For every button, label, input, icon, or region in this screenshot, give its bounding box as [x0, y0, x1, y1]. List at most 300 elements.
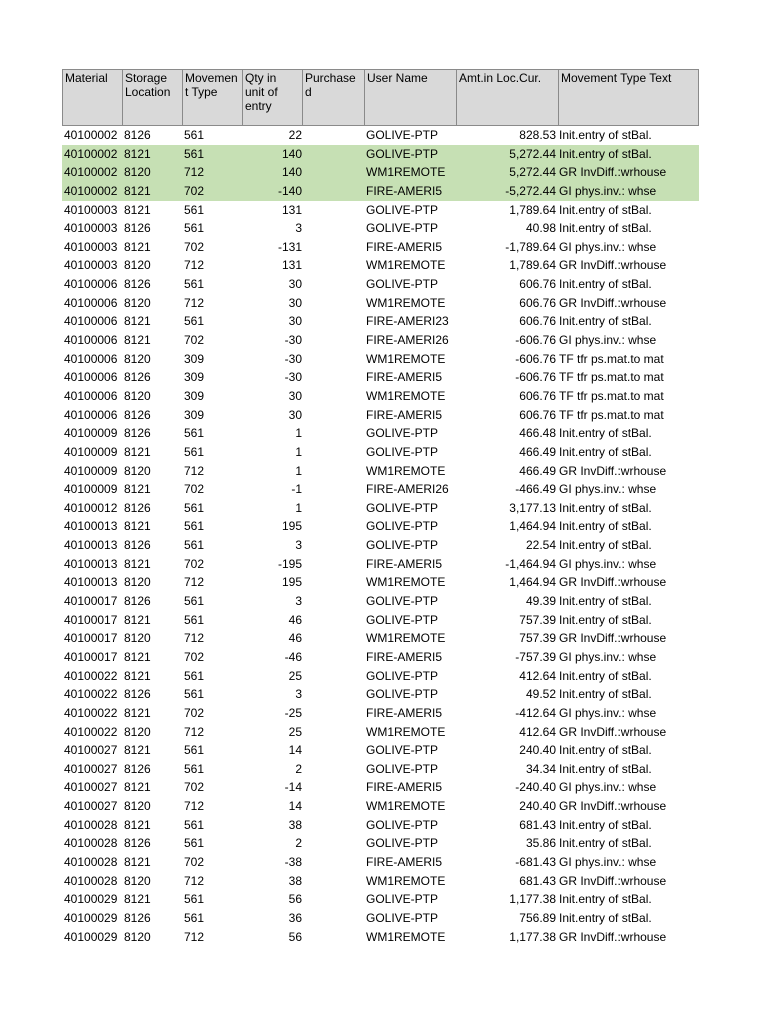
cell-storage-location[interactable]: 8121	[124, 612, 151, 627]
cell-qty[interactable]: 3	[295, 594, 302, 609]
cell-storage-location[interactable]: 8126	[124, 128, 151, 142]
cell-qty[interactable]: 30	[288, 277, 302, 292]
cell-movement-type-text[interactable]: Init.entry of stBal.	[559, 221, 652, 236]
cell-storage-location[interactable]: 8121	[124, 780, 151, 795]
cell-material[interactable]: 40100006	[64, 295, 118, 310]
table-row[interactable]	[62, 872, 699, 891]
cell-qty[interactable]: 131	[281, 258, 302, 273]
cell-amount[interactable]: 606.76	[519, 277, 556, 292]
cell-movement-type-text[interactable]: Init.entry of stBal.	[559, 612, 652, 627]
cell-movement-type[interactable]: 712	[184, 631, 205, 646]
cell-movement-type[interactable]: 309	[184, 407, 205, 422]
cell-material[interactable]: 40100003	[64, 239, 118, 254]
cell-qty[interactable]: 14	[288, 743, 302, 758]
cell-movement-type-text[interactable]: GI phys.inv.: whse	[559, 556, 657, 571]
cell-user-name[interactable]: WM1REMOTE	[366, 575, 446, 590]
cell-qty[interactable]: -1	[291, 482, 302, 497]
cell-qty[interactable]: 2	[295, 836, 302, 851]
cell-material[interactable]: 40100022	[64, 705, 118, 720]
cell-user-name[interactable]: FIRE-AMERI5	[366, 370, 443, 385]
cell-material[interactable]: 40100027	[64, 743, 118, 758]
cell-amount[interactable]: 40.98	[525, 221, 556, 236]
cell-amount[interactable]: -757.39	[515, 649, 556, 664]
header-movement-type-text[interactable]: Movement Type Text	[561, 71, 672, 85]
cell-material[interactable]: 40100013	[64, 519, 118, 534]
table-row[interactable]	[62, 760, 699, 779]
cell-material[interactable]: 40100006	[64, 407, 118, 422]
cell-material[interactable]: 40100022	[64, 687, 118, 702]
cell-movement-type-text[interactable]: GI phys.inv.: whse	[559, 183, 657, 198]
cell-storage-location[interactable]: 8126	[124, 761, 151, 776]
cell-amount[interactable]: 606.76	[519, 295, 556, 310]
cell-amount[interactable]: 1,177.38	[509, 929, 556, 944]
cell-storage-location[interactable]: 8121	[124, 519, 151, 534]
cell-movement-type[interactable]: 712	[184, 165, 205, 180]
table-row[interactable]	[62, 834, 699, 853]
cell-storage-location[interactable]: 8121	[124, 743, 151, 758]
cell-material[interactable]: 40100017	[64, 631, 118, 646]
cell-amount[interactable]: -606.76	[515, 370, 556, 385]
cell-movement-type-text[interactable]: GI phys.inv.: whse	[559, 705, 657, 720]
cell-storage-location[interactable]: 8121	[124, 705, 151, 720]
cell-qty[interactable]: 3	[295, 538, 302, 553]
cell-amount[interactable]: 34.34	[525, 761, 556, 776]
cell-amount[interactable]: 1,177.38	[509, 892, 556, 907]
cell-movement-type-text[interactable]: Init.entry of stBal.	[559, 426, 652, 441]
cell-material[interactable]: 40100013	[64, 556, 118, 571]
cell-movement-type[interactable]: 309	[184, 351, 205, 366]
cell-material[interactable]: 40100006	[64, 277, 118, 292]
cell-movement-type[interactable]: 309	[184, 370, 205, 385]
cell-movement-type-text[interactable]: Init.entry of stBal.	[559, 128, 652, 142]
cell-movement-type-text[interactable]: GI phys.inv.: whse	[559, 482, 657, 497]
cell-movement-type[interactable]: 561	[184, 128, 205, 142]
table-row[interactable]	[62, 536, 699, 555]
cell-qty[interactable]: -14	[284, 780, 302, 795]
cell-amount[interactable]: 22.54	[525, 538, 556, 553]
table-row[interactable]	[62, 816, 699, 835]
table-row[interactable]	[62, 573, 699, 592]
table-row[interactable]	[62, 387, 699, 406]
cell-movement-type-text[interactable]: Init.entry of stBal.	[559, 594, 652, 609]
cell-user-name[interactable]: FIRE-AMERI26	[366, 333, 449, 348]
cell-movement-type[interactable]: 712	[184, 929, 205, 944]
cell-qty[interactable]: 140	[281, 146, 302, 161]
cell-movement-type-text[interactable]: Init.entry of stBal.	[559, 892, 652, 907]
cell-movement-type-text[interactable]: GI phys.inv.: whse	[559, 333, 657, 348]
cell-qty[interactable]: -25	[284, 705, 302, 720]
cell-movement-type-text[interactable]: GR InvDiff.:wrhouse	[559, 258, 667, 273]
cell-qty[interactable]: 1	[295, 444, 302, 459]
cell-storage-location[interactable]: 8120	[124, 258, 151, 273]
cell-movement-type[interactable]: 712	[184, 724, 205, 739]
cell-movement-type-text[interactable]: Init.entry of stBal.	[559, 817, 652, 832]
cell-amount[interactable]: 1,789.64	[509, 202, 556, 217]
cell-movement-type[interactable]: 561	[184, 817, 205, 832]
cell-user-name[interactable]: WM1REMOTE	[366, 724, 446, 739]
cell-user-name[interactable]: WM1REMOTE	[366, 258, 446, 273]
cell-amount[interactable]: -240.40	[515, 780, 556, 795]
cell-storage-location[interactable]: 8121	[124, 314, 151, 329]
cell-storage-location[interactable]: 8120	[124, 631, 151, 646]
cell-qty[interactable]: 30	[288, 407, 302, 422]
cell-user-name[interactable]: WM1REMOTE	[366, 463, 446, 478]
cell-movement-type-text[interactable]: TF tfr ps.mat.to mat	[559, 388, 664, 403]
cell-amount[interactable]: -1,464.94	[505, 556, 556, 571]
cell-movement-type[interactable]: 702	[184, 649, 205, 664]
header-movement-type[interactable]: Movemen t Type	[183, 70, 243, 125]
cell-amount[interactable]: 49.52	[525, 687, 556, 702]
cell-user-name[interactable]: FIRE-AMERI5	[366, 407, 443, 422]
cell-storage-location[interactable]: 8126	[124, 836, 151, 851]
cell-qty[interactable]: -195	[277, 556, 302, 571]
cell-movement-type[interactable]: 561	[184, 612, 205, 627]
cell-qty[interactable]: 56	[288, 929, 302, 944]
cell-qty[interactable]: 195	[281, 519, 302, 534]
table-row[interactable]	[62, 406, 699, 425]
cell-storage-location[interactable]: 8120	[124, 351, 151, 366]
table-row[interactable]	[62, 704, 699, 723]
table-row[interactable]	[62, 853, 699, 872]
cell-movement-type-text[interactable]: TF tfr ps.mat.to mat	[559, 370, 664, 385]
cell-amount[interactable]: 5,272.44	[509, 146, 556, 161]
cell-amount[interactable]: 412.64	[519, 724, 556, 739]
cell-storage-location[interactable]: 8121	[124, 146, 151, 161]
header-amount[interactable]: Amt.in Loc.Cur.	[457, 70, 559, 125]
cell-amount[interactable]: -606.76	[515, 351, 556, 366]
cell-amount[interactable]: 240.40	[519, 743, 556, 758]
cell-storage-location[interactable]: 8121	[124, 444, 151, 459]
table-row[interactable]	[62, 275, 699, 294]
cell-amount[interactable]: 466.48	[519, 426, 556, 441]
table-row[interactable]	[62, 928, 699, 947]
cell-movement-type[interactable]: 712	[184, 295, 205, 310]
cell-movement-type-text[interactable]: GI phys.inv.: whse	[559, 239, 657, 254]
cell-movement-type[interactable]: 561	[184, 146, 205, 161]
cell-movement-type-text[interactable]: Init.entry of stBal.	[559, 743, 652, 758]
cell-qty[interactable]: 14	[288, 799, 302, 814]
cell-qty[interactable]: 38	[288, 873, 302, 888]
cell-storage-location[interactable]: 8126	[124, 221, 151, 236]
cell-movement-type[interactable]: 702	[184, 854, 205, 869]
table-row[interactable]	[62, 741, 699, 760]
cell-amount[interactable]: 828.53	[519, 128, 556, 142]
table-row[interactable]	[62, 592, 699, 611]
cell-movement-type-text[interactable]: TF tfr ps.mat.to mat	[559, 407, 664, 422]
cell-movement-type-text[interactable]: Init.entry of stBal.	[559, 314, 652, 329]
cell-material[interactable]: 40100013	[64, 538, 118, 553]
cell-amount[interactable]: 1,464.94	[509, 519, 556, 534]
cell-movement-type-text[interactable]: Init.entry of stBal.	[559, 202, 652, 217]
cell-movement-type-text[interactable]: GR InvDiff.:wrhouse	[559, 463, 667, 478]
table-row[interactable]	[62, 555, 699, 574]
table-row[interactable]	[62, 350, 699, 369]
cell-movement-type-text[interactable]: Init.entry of stBal.	[559, 836, 652, 851]
cell-user-name[interactable]: FIRE-AMERI23	[366, 314, 449, 329]
cell-storage-location[interactable]: 8121	[124, 333, 151, 348]
cell-storage-location[interactable]: 8120	[124, 799, 151, 814]
cell-storage-location[interactable]: 8121	[124, 482, 151, 497]
cell-movement-type[interactable]: 712	[184, 258, 205, 273]
cell-qty[interactable]: 131	[281, 202, 302, 217]
cell-movement-type-text[interactable]: GI phys.inv.: whse	[559, 854, 657, 869]
cell-material[interactable]: 40100006	[64, 370, 118, 385]
cell-user-name[interactable]: GOLIVE-PTP	[366, 277, 439, 292]
cell-material[interactable]: 40100003	[64, 258, 118, 273]
cell-movement-type[interactable]: 561	[184, 202, 205, 217]
cell-storage-location[interactable]: 8126	[124, 594, 151, 609]
cell-movement-type[interactable]: 561	[184, 444, 205, 459]
cell-qty[interactable]: 140	[281, 165, 302, 180]
cell-qty[interactable]: 3	[295, 687, 302, 702]
cell-material[interactable]: 40100017	[64, 612, 118, 627]
table-row[interactable]	[62, 462, 699, 481]
cell-qty[interactable]: 36	[288, 910, 302, 925]
cell-qty[interactable]: -46	[284, 649, 302, 664]
cell-user-name[interactable]: WM1REMOTE	[366, 631, 446, 646]
table-row[interactable]	[62, 126, 699, 145]
cell-storage-location[interactable]: 8120	[124, 463, 151, 478]
cell-movement-type[interactable]: 561	[184, 668, 205, 683]
cell-user-name[interactable]: GOLIVE-PTP	[366, 687, 439, 702]
cell-user-name[interactable]: GOLIVE-PTP	[366, 146, 439, 161]
cell-user-name[interactable]: GOLIVE-PTP	[366, 202, 439, 217]
cell-material[interactable]: 40100022	[64, 668, 118, 683]
cell-storage-location[interactable]: 8126	[124, 910, 151, 925]
cell-movement-type-text[interactable]: Init.entry of stBal.	[559, 146, 652, 161]
cell-storage-location[interactable]: 8120	[124, 575, 151, 590]
cell-storage-location[interactable]: 8121	[124, 817, 151, 832]
cell-material[interactable]: 40100003	[64, 221, 118, 236]
table-row[interactable]	[62, 443, 699, 462]
cell-material[interactable]: 40100017	[64, 649, 118, 664]
cell-movement-type[interactable]: 702	[184, 705, 205, 720]
table-row[interactable]	[62, 294, 699, 313]
cell-material[interactable]: 40100006	[64, 351, 118, 366]
cell-storage-location[interactable]: 8120	[124, 295, 151, 310]
cell-amount[interactable]: 681.43	[519, 873, 556, 888]
cell-amount[interactable]: 3,177.13	[509, 500, 556, 515]
cell-user-name[interactable]: GOLIVE-PTP	[366, 128, 439, 142]
cell-amount[interactable]: -412.64	[515, 705, 556, 720]
cell-qty[interactable]: -30	[284, 351, 302, 366]
cell-movement-type[interactable]: 712	[184, 575, 205, 590]
cell-material[interactable]: 40100002	[64, 128, 118, 142]
table-row[interactable]	[62, 201, 699, 220]
table-row[interactable]	[62, 797, 699, 816]
cell-user-name[interactable]: FIRE-AMERI5	[366, 649, 443, 664]
header-storage-location[interactable]: Storage Location	[123, 70, 183, 125]
cell-movement-type-text[interactable]: GR InvDiff.:wrhouse	[559, 873, 667, 888]
cell-material[interactable]: 40100003	[64, 202, 118, 217]
cell-movement-type[interactable]: 712	[184, 873, 205, 888]
cell-movement-type-text[interactable]: GR InvDiff.:wrhouse	[559, 295, 667, 310]
table-row[interactable]	[62, 163, 699, 182]
table-row[interactable]	[62, 723, 699, 742]
cell-qty[interactable]: 30	[288, 388, 302, 403]
cell-qty[interactable]: 38	[288, 817, 302, 832]
cell-storage-location[interactable]: 8126	[124, 407, 151, 422]
cell-movement-type[interactable]: 561	[184, 277, 205, 292]
cell-movement-type[interactable]: 561	[184, 687, 205, 702]
cell-qty[interactable]: 25	[288, 668, 302, 683]
cell-storage-location[interactable]: 8126	[124, 426, 151, 441]
cell-storage-location[interactable]: 8126	[124, 538, 151, 553]
cell-user-name[interactable]: GOLIVE-PTP	[366, 761, 439, 776]
cell-material[interactable]: 40100009	[64, 482, 118, 497]
cell-user-name[interactable]: FIRE-AMERI26	[366, 482, 449, 497]
cell-material[interactable]: 40100027	[64, 799, 118, 814]
cell-qty[interactable]: 1	[295, 426, 302, 441]
cell-movement-type[interactable]: 702	[184, 183, 205, 198]
cell-movement-type-text[interactable]: GR InvDiff.:wrhouse	[559, 631, 667, 646]
cell-amount[interactable]: 757.39	[519, 631, 556, 646]
cell-user-name[interactable]: GOLIVE-PTP	[366, 444, 439, 459]
cell-movement-type-text[interactable]: GI phys.inv.: whse	[559, 780, 657, 795]
cell-amount[interactable]: 606.76	[519, 388, 556, 403]
cell-movement-type[interactable]: 561	[184, 538, 205, 553]
cell-qty[interactable]: 195	[281, 575, 302, 590]
cell-amount[interactable]: 756.89	[519, 910, 556, 925]
cell-amount[interactable]: 35.86	[525, 836, 556, 851]
cell-user-name[interactable]: WM1REMOTE	[366, 929, 446, 944]
cell-user-name[interactable]: WM1REMOTE	[366, 295, 446, 310]
cell-amount[interactable]: -1,789.64	[505, 239, 556, 254]
table-row[interactable]	[62, 667, 699, 686]
cell-user-name[interactable]: FIRE-AMERI5	[366, 183, 443, 198]
cell-amount[interactable]: 606.76	[519, 314, 556, 329]
cell-storage-location[interactable]: 8126	[124, 370, 151, 385]
cell-material[interactable]: 40100002	[64, 165, 118, 180]
cell-movement-type-text[interactable]: Init.entry of stBal.	[559, 519, 652, 534]
cell-qty[interactable]: -38	[284, 854, 302, 869]
cell-material[interactable]: 40100029	[64, 929, 118, 944]
cell-amount[interactable]: 681.43	[519, 817, 556, 832]
table-row[interactable]	[62, 368, 699, 387]
cell-storage-location[interactable]: 8120	[124, 929, 151, 944]
cell-movement-type-text[interactable]: GR InvDiff.:wrhouse	[559, 724, 667, 739]
table-row[interactable]	[62, 238, 699, 257]
header-qty[interactable]: Qty in unit of entry	[243, 70, 303, 125]
cell-movement-type-text[interactable]: GI phys.inv.: whse	[559, 649, 657, 664]
table-row[interactable]	[62, 256, 699, 275]
cell-movement-type-text[interactable]: Init.entry of stBal.	[559, 277, 652, 292]
cell-storage-location[interactable]: 8120	[124, 724, 151, 739]
cell-material[interactable]: 40100029	[64, 892, 118, 907]
cell-user-name[interactable]: GOLIVE-PTP	[366, 594, 439, 609]
cell-movement-type[interactable]: 561	[184, 743, 205, 758]
cell-storage-location[interactable]: 8121	[124, 202, 151, 217]
cell-movement-type[interactable]: 702	[184, 780, 205, 795]
cell-amount[interactable]: -606.76	[515, 333, 556, 348]
cell-material[interactable]: 40100028	[64, 836, 118, 851]
table-row[interactable]	[62, 909, 699, 928]
cell-storage-location[interactable]: 8121	[124, 556, 151, 571]
cell-material[interactable]: 40100009	[64, 426, 118, 441]
table-row[interactable]	[62, 890, 699, 909]
table-row[interactable]	[62, 424, 699, 443]
cell-material[interactable]: 40100028	[64, 854, 118, 869]
cell-user-name[interactable]: GOLIVE-PTP	[366, 910, 439, 925]
cell-amount[interactable]: 240.40	[519, 799, 556, 814]
cell-movement-type[interactable]: 561	[184, 314, 205, 329]
cell-storage-location[interactable]: 8126	[124, 687, 151, 702]
cell-user-name[interactable]: GOLIVE-PTP	[366, 538, 439, 553]
cell-movement-type-text[interactable]: Init.entry of stBal.	[559, 444, 652, 459]
cell-amount[interactable]: 5,272.44	[509, 165, 556, 180]
cell-user-name[interactable]: GOLIVE-PTP	[366, 221, 439, 236]
cell-storage-location[interactable]: 8120	[124, 165, 151, 180]
cell-movement-type-text[interactable]: Init.entry of stBal.	[559, 538, 652, 553]
cell-user-name[interactable]: FIRE-AMERI5	[366, 239, 443, 254]
cell-storage-location[interactable]: 8121	[124, 649, 151, 664]
cell-movement-type[interactable]: 561	[184, 910, 205, 925]
table-row[interactable]	[62, 331, 699, 350]
cell-movement-type-text[interactable]: GR InvDiff.:wrhouse	[559, 575, 667, 590]
cell-storage-location[interactable]: 8121	[124, 668, 151, 683]
cell-material[interactable]: 40100006	[64, 333, 118, 348]
cell-user-name[interactable]: WM1REMOTE	[366, 165, 446, 180]
cell-amount[interactable]: 466.49	[519, 444, 556, 459]
cell-movement-type[interactable]: 702	[184, 239, 205, 254]
cell-movement-type[interactable]: 712	[184, 463, 205, 478]
cell-material[interactable]: 40100017	[64, 594, 118, 609]
cell-movement-type[interactable]: 561	[184, 426, 205, 441]
cell-amount[interactable]: -5,272.44	[505, 183, 556, 198]
cell-movement-type[interactable]: 712	[184, 799, 205, 814]
table-row[interactable]	[62, 480, 699, 499]
cell-material[interactable]: 40100022	[64, 724, 118, 739]
header-user-name[interactable]: User Name	[365, 70, 457, 125]
table-row[interactable]	[62, 145, 699, 164]
cell-user-name[interactable]: FIRE-AMERI5	[366, 556, 443, 571]
cell-movement-type[interactable]: 561	[184, 836, 205, 851]
cell-qty[interactable]: 30	[288, 295, 302, 310]
cell-qty[interactable]: 1	[295, 463, 302, 478]
cell-user-name[interactable]: GOLIVE-PTP	[366, 836, 439, 851]
cell-material[interactable]: 40100029	[64, 910, 118, 925]
cell-movement-type[interactable]: 561	[184, 892, 205, 907]
cell-user-name[interactable]: WM1REMOTE	[366, 873, 446, 888]
cell-movement-type[interactable]: 561	[184, 594, 205, 609]
cell-movement-type-text[interactable]: Init.entry of stBal.	[559, 668, 652, 683]
table-row[interactable]	[62, 312, 699, 331]
cell-qty[interactable]: 2	[295, 761, 302, 776]
cell-movement-type[interactable]: 561	[184, 519, 205, 534]
cell-qty[interactable]: -30	[284, 370, 302, 385]
cell-storage-location[interactable]: 8121	[124, 239, 151, 254]
cell-user-name[interactable]: WM1REMOTE	[366, 351, 446, 366]
cell-movement-type-text[interactable]: TF tfr ps.mat.to mat	[559, 351, 664, 366]
cell-amount[interactable]: -466.49	[515, 482, 556, 497]
cell-material[interactable]: 40100028	[64, 873, 118, 888]
table-row[interactable]	[62, 648, 699, 667]
table-row[interactable]	[62, 629, 699, 648]
cell-qty[interactable]: 3	[295, 221, 302, 236]
cell-material[interactable]: 40100027	[64, 780, 118, 795]
cell-user-name[interactable]: GOLIVE-PTP	[366, 426, 439, 441]
cell-material[interactable]: 40100002	[64, 146, 118, 161]
cell-qty[interactable]: 1	[295, 500, 302, 515]
cell-user-name[interactable]: FIRE-AMERI5	[366, 705, 443, 720]
cell-movement-type[interactable]: 561	[184, 500, 205, 515]
cell-storage-location[interactable]: 8126	[124, 500, 151, 515]
cell-movement-type-text[interactable]: Init.entry of stBal.	[559, 500, 652, 515]
table-row[interactable]	[62, 182, 699, 201]
cell-material[interactable]: 40100028	[64, 817, 118, 832]
cell-material[interactable]: 40100009	[64, 463, 118, 478]
table-row[interactable]	[62, 499, 699, 518]
